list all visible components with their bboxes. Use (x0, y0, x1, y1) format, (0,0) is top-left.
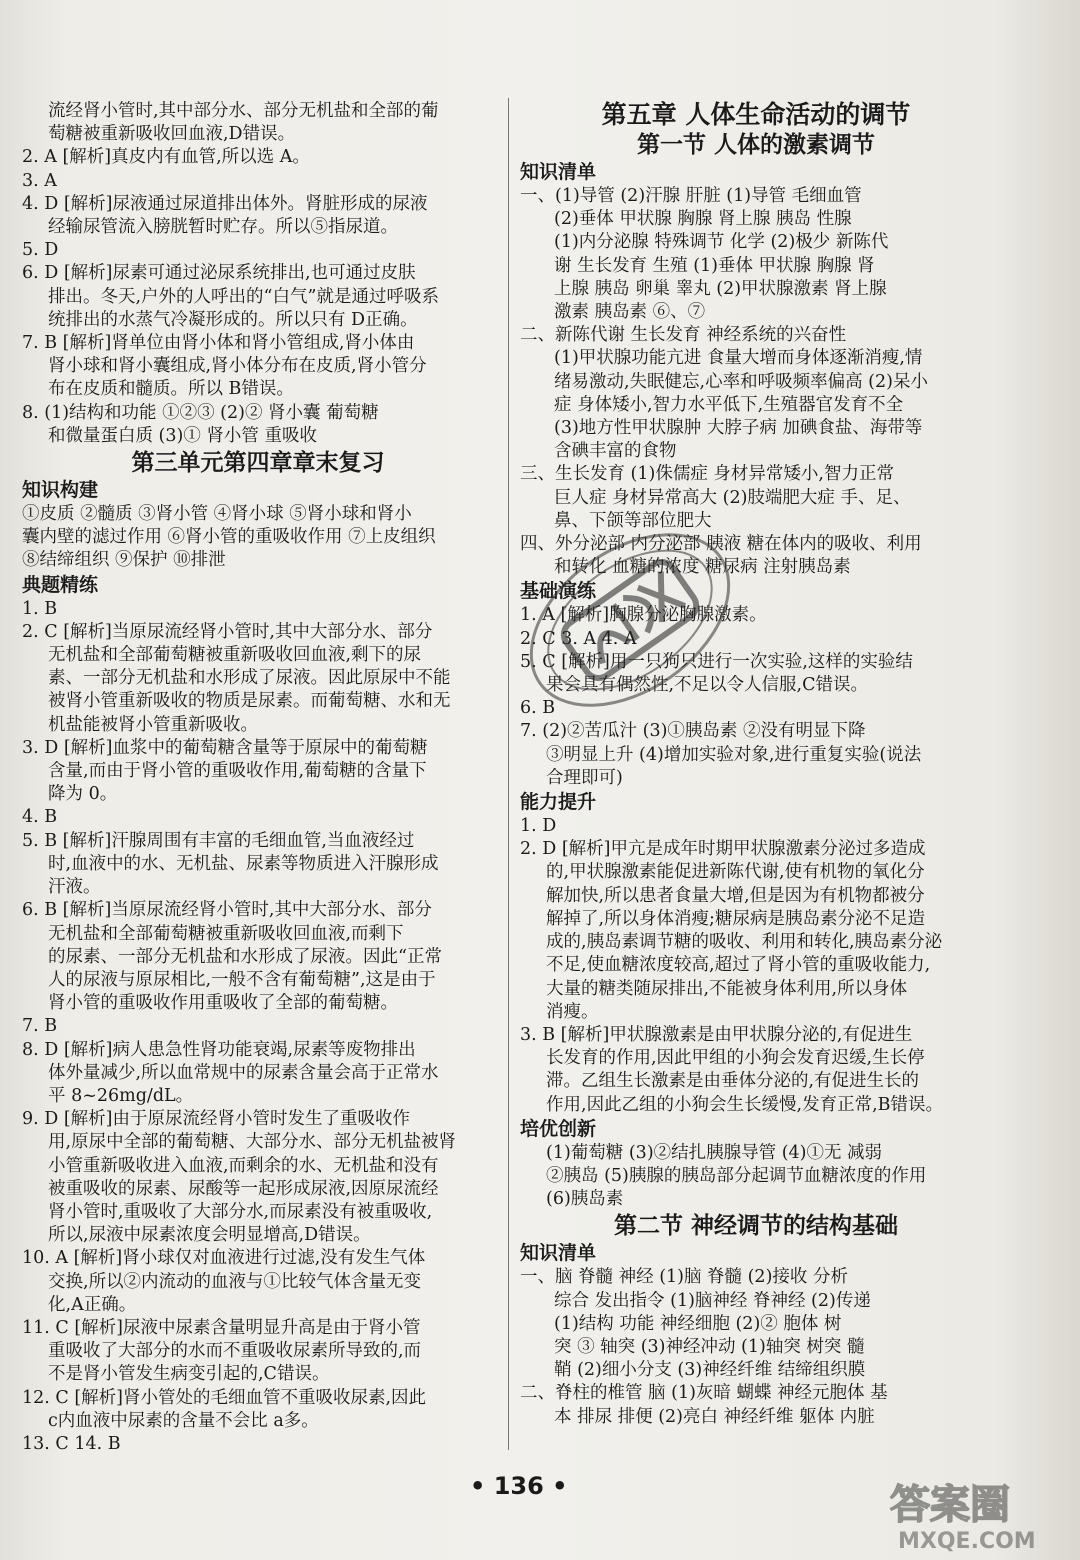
answer-line: (2)垂体 甲状腺 胸腺 肾上腺 胰岛 性腺 (554, 209, 852, 230)
answer-line: 7. (2)②苦瓜汁 (3)①胰岛素 ②没有明显下降 (520, 721, 866, 742)
answer-line: 所以,尿液中尿素浓度会明显增高,D错误。 (48, 1225, 371, 1246)
answer-line: 肾小管的重吸收作用重吸收了全部的葡萄糖。 (48, 993, 398, 1014)
svg-text:答案圈: 答案圈 (890, 1482, 1010, 1528)
answer-line: 二、脊柱的椎管 脑 (1)灰暗 蝴蝶 神经元胞体 基 (520, 1383, 888, 1404)
subsection-heading: 培优创新 (520, 1117, 597, 1140)
answer-line: 6. B [解析]当原尿流经肾小管时,其中大部分水、部分 (22, 900, 432, 921)
chapter-title: 第五章 人体生命活动的调节 (601, 100, 911, 129)
answer-line: 一、(1)导管 (2)汗腺 肝脏 (1)导管 毛细血管 (520, 186, 862, 206)
answer-line: 本 排尿 排便 (2)亮白 神经纤维 躯体 内脏 (554, 1406, 875, 1427)
answer-line: 机盐能被肾小管重新吸收。 (48, 714, 258, 735)
answer-line: 萄糖被重新吸收回血液,D错误。 (48, 124, 296, 145)
answer-line: 7. B (22, 1016, 58, 1037)
answer-line: 4. D [解析]尿液通过尿道排出体外。肾脏形成的尿液 (22, 193, 428, 214)
left-column (22, 100, 494, 1456)
answer-line: 重吸收了大部分的水而不重吸收尿素所导致的,而 (48, 1341, 422, 1362)
answer-line: 无机盐和全部葡萄糖被重新吸收回血液,而剩下 (48, 923, 404, 944)
answer-line: 小管重新吸收进入血液,而剩余的水、无机盐和没有 (48, 1155, 439, 1176)
answer-line: 上腺 胰岛 卵巢 睾丸 (2)甲状腺激素 肾上腺 (554, 278, 887, 299)
answer-line: 巨人症 身材异常高大 (2)肢端肥大症 手、足、 (554, 487, 911, 508)
answer-line: ①皮质 ②髓质 ③肾小管 ④肾小球 ⑤肾小球和肾小 (22, 504, 412, 525)
answer-line: 的,甲状腺激素能促进新陈代谢,使有机物的氧化分 (546, 862, 925, 883)
answer-line: 统排出的水蒸气冷凝形成的。所以只有 D正确。 (48, 309, 418, 330)
answer-line: 解掉了,所以身体消瘦;糖尿病是胰岛素分泌不足造 (546, 908, 925, 929)
subsection-heading: 知识清单 (520, 1242, 597, 1265)
answer-line: 12. C [解析]肾小管处的毛细血管不重吸收尿素,因此 (22, 1387, 427, 1408)
answer-line: 体外量减少,所以血常规中的尿素含量会高于正常水 (48, 1062, 439, 1083)
answer-line: 绪易激动,失眠健忘,心率和呼吸频率偏高 (2)呆小 (554, 371, 928, 392)
answer-line: 平 8~26mg/dL。 (48, 1085, 194, 1106)
subsection-heading: 能力提升 (520, 791, 597, 814)
answer-line: 被重吸收的尿素、尿酸等一起形成尿液,因原尿流经 (48, 1178, 439, 1199)
column-divider (508, 98, 509, 1450)
answer-line: 化,A正确。 (48, 1294, 137, 1315)
answer-line: 交换,所以②内流动的血液与①比较气体含量无变 (48, 1271, 422, 1292)
answer-line: 大量的糖类随尿排出,不能被身体利用,所以身体 (546, 978, 908, 999)
answer-line: (1)甲状腺功能亢进 食量大增而身体逐渐消瘦,情 (554, 348, 923, 369)
answer-line: 解加快,所以患者食量大增,但是因为有机物都被分 (546, 885, 925, 906)
answer-line: (1)葡萄糖 (3)②结扎胰腺导管 (4)①无 减弱 (546, 1142, 883, 1163)
page-number: • 136 • (470, 1472, 568, 1500)
answer-line: 时,血液中的水、无机盐、尿素等物质进入汗腺形成 (48, 853, 439, 874)
subsection-heading: 知识清单 (520, 161, 597, 183)
answer-line: 突 ③ 轴突 (3)神经冲动 (1)轴突 树突 髓 (554, 1336, 865, 1357)
answer-line: 鼻、下颌等部位肥大 (554, 510, 712, 531)
answer-line: 素、一部分无机盐和水形成了尿液。因此原尿中不能 (48, 668, 451, 689)
right-column (520, 100, 992, 1429)
subsection-heading: 典题精练 (22, 573, 99, 596)
answer-line: (1)内分泌腺 特殊调节 化学 (2)极少 新陈代 (554, 232, 889, 253)
answer-line: 滞。乙组生长激素是由垂体分泌的,有促进生长的 (546, 1071, 920, 1092)
answer-line: 2. A [解析]真皮内有血管,所以选 A。 (22, 147, 310, 168)
answer-line: 肾小管时,重吸收了大部分水,而尿素没有被重吸收, (48, 1201, 433, 1222)
answer-line: (6)胰岛素 (546, 1189, 624, 1210)
site-logo (880, 1470, 1070, 1555)
answer-line: 11. C [解析]尿液中尿素含量明显升高是由于肾小管 (22, 1317, 421, 1338)
answer-line: 二、新陈代谢 生长发育 神经系统的兴奋性 (520, 325, 847, 346)
answer-line: 布在皮质和髓质。所以 B错误。 (48, 379, 294, 400)
answer-line: 降为 0。 (48, 784, 118, 805)
answer-line: 2. D [解析]甲亢是成年时期甲状腺激素分泌过多造成 (520, 839, 926, 860)
section-title: 第三单元第四章章末复习 (131, 449, 385, 477)
answer-line: 10. A [解析]肾小球仅对血液进行过滤,没有发生气体 (22, 1248, 426, 1269)
answer-line: (1)结构 功能 神经细胞 (2)② 胞体 树 (554, 1313, 842, 1334)
answer-line: 含碘丰富的食物 (554, 441, 677, 462)
answer-line: 合理即可) (546, 767, 623, 788)
answer-line: 5. D (22, 240, 59, 261)
answer-line: 8. (1)结构和功能 ①②③ (2)② 肾小囊 葡萄糖 (22, 402, 379, 423)
answer-line: 2. C [解析]当原尿流经肾小管时,其中大部分水、部分 (22, 621, 433, 642)
answer-line: 肾小球和肾小囊组成,肾小体分布在皮质,肾小管分 (48, 356, 427, 377)
answer-line: 排出。冬天,户外的人呼出的“白气”就是通过呼吸系 (48, 286, 439, 307)
answer-line: 谢 生长发育 生殖 (1)垂体 甲状腺 胸腺 肾 (554, 255, 875, 276)
answer-line: ②胰岛 (5)胰腺的胰岛部分起调节血糖浓度的作用 (546, 1165, 927, 1186)
answer-line: 9. D [解析]由于原尿流经肾小管时发生了重吸收作 (22, 1109, 411, 1130)
answer-line: 不足,使血糖浓度较高,超过了肾小管的重吸收能力, (546, 955, 931, 976)
answer-line: 汗液。 (48, 877, 101, 898)
answer-line: 6. D [解析]尿素可通过泌尿系统排出,也可通过皮肤 (22, 263, 416, 284)
answer-line: 13. C 14. B (22, 1433, 121, 1454)
subsection-heading: 基础演练 (520, 580, 597, 603)
answer-line: ⑧结缔组织 ⑨保护 ⑩排泄 (22, 550, 226, 571)
answer-line: 5. B [解析]汗腺周围有丰富的毛细血管,当血液经过 (22, 830, 415, 851)
answer-line: c内血液中尿素的含量不会比 a多。 (48, 1410, 319, 1431)
answer-line: 长发育的作用,因此甲组的小狗会发育迟缓,生长停 (546, 1048, 925, 1069)
answer-line: 囊内壁的滤过作用 ⑥肾小管的重吸收作用 ⑦上皮组织 (22, 527, 436, 548)
answer-line: 和微量蛋白质 (3)① 肾小管 重吸收 (48, 425, 317, 446)
answer-line: 和转化 血糖的浓度 糖尿病 注射胰岛素 (554, 557, 851, 578)
answer-line: 果会具有偶然性,不足以令人信服,C错误。 (546, 675, 869, 696)
answer-line: 5. C [解析]用一只狗只进行一次实验,这样的实验结 (520, 651, 913, 672)
answer-line: 症 身体矮小,智力水平低下,生殖器官发育不全 (554, 394, 904, 415)
answer-line: 3. D [解析]血浆中的葡萄糖含量等于原尿中的葡萄糖 (22, 737, 428, 758)
answer-line: 被肾小管重新吸收的物质是尿素。而葡萄糖、水和无 (48, 691, 451, 712)
answer-line: 综合 发出指令 (1)脑神经 脊神经 (2)传递 (554, 1290, 871, 1311)
section-title: 第一节 人体的激素调节 (636, 131, 875, 158)
answer-line: 6. B (520, 698, 556, 719)
section-title: 第二节 神经调节的结构基础 (613, 1212, 898, 1240)
answer-line: 消瘦。 (546, 1001, 599, 1022)
answer-line: 用,原尿中全部的葡萄糖、大部分水、部分无机盐被肾 (48, 1132, 457, 1153)
answer-line: 4. B (22, 807, 58, 828)
answer-line: (3)地方性甲状腺肿 大脖子病 加碘食盐、海带等 (554, 418, 923, 439)
answer-line: 的尿素、一部分无机盐和水形成了尿液。因此“正常 (48, 946, 442, 967)
answer-line: 鞘 (2)细小分支 (3)神经纤维 结缔组织膜 (554, 1360, 866, 1381)
svg-text:MXQE.COM: MXQE.COM (898, 1529, 1036, 1554)
answer-line: 一、脑 脊髓 神经 (1)脑 脊髓 (2)接收 分析 (520, 1267, 848, 1288)
answer-line: ③明显上升 (4)增加实验对象,进行重复实验(说法 (546, 744, 922, 765)
answer-line: 不是肾小管发生病变引起的,C错误。 (48, 1364, 330, 1385)
answer-line: 2. C 3. A 4. A (520, 628, 637, 649)
answer-line: 作用,因此乙组的小狗会生长缓慢,发育正常,B错误。 (546, 1094, 944, 1115)
answer-line: 8. D [解析]病人患急性肾功能衰竭,尿素等废物排出 (22, 1039, 416, 1060)
answer-line: 3. A (22, 170, 57, 191)
answer-line: 三、生长发育 (1)侏儒症 身材异常矮小,智力正常 (520, 464, 894, 485)
answer-line: 激素 胰岛素 ⑥、⑦ (554, 302, 706, 323)
answer-line: 无机盐和全部葡萄糖被重新吸收回血液,剩下的尿 (48, 645, 422, 666)
answer-line: 四、外分泌部 内分泌部 胰液 糖在体内的吸收、利用 (520, 534, 922, 555)
answer-line: 3. B [解析]甲状腺激素是由甲状腺分泌的,有促进生 (520, 1024, 913, 1045)
answer-line: 含量,而由于肾小管的重吸收作用,葡萄糖的含量下 (48, 761, 427, 782)
answer-line: 成的,胰岛素调节糖的吸收、利用和转化,胰岛素分泌 (546, 932, 943, 953)
answer-line: 人的尿液与原尿相比,一般不含有葡萄糖”,这是由于 (48, 969, 436, 990)
answer-line: 经输尿管流入膀胱暂时贮存。所以⑤指尿道。 (48, 217, 398, 238)
answer-line: 1. D (520, 816, 557, 837)
answer-line: 1. A [解析]胸腺分泌胸腺激素。 (520, 605, 767, 626)
subsection-heading: 知识构建 (22, 479, 99, 502)
answer-line: 7. B [解析]肾单位由肾小体和肾小管组成,肾小体由 (22, 333, 415, 354)
answer-line: 1. B (22, 598, 58, 619)
answer-line: 流经肾小管时,其中部分水、部分无机盐和全部的葡 (48, 101, 439, 121)
